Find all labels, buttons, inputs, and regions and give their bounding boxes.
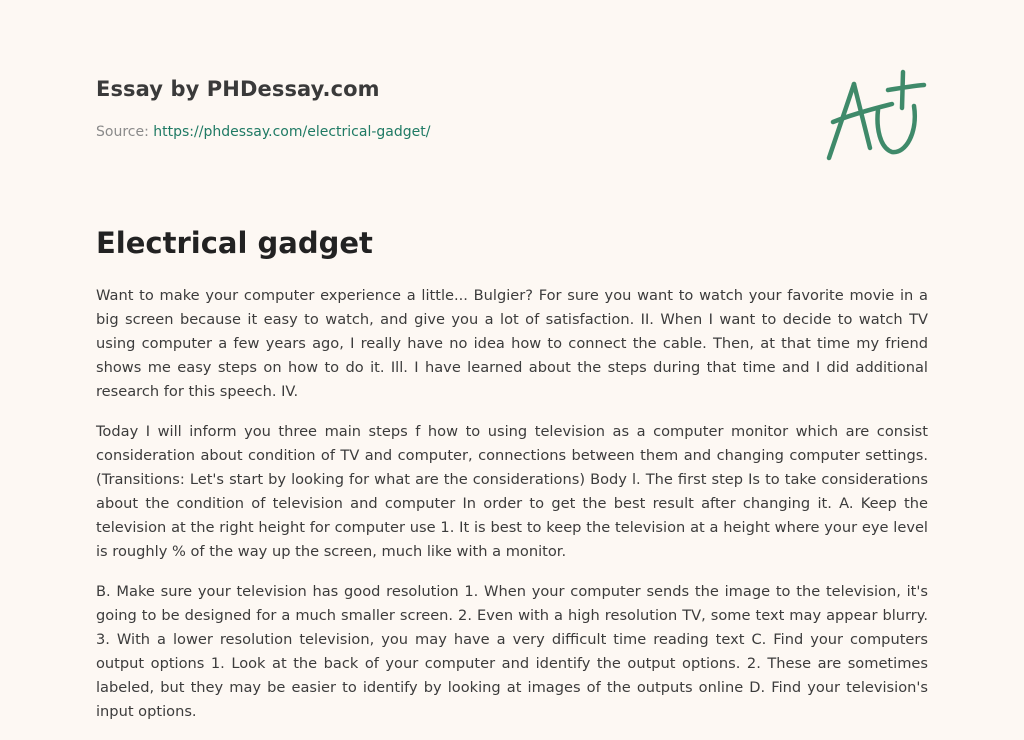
essay-paragraph: Want to make your computer experience a little... Bulgier? For sure you want to watch your favorite movie in a big screen because it easy to watch, and give you a lot of satisfaction. II. When I want to decide to watch TV using computer a few years ago, I really have no idea how to connect the cable. Then, at that time my friend shows me easy steps on how to do it. Ill. I have learned about the steps during that time and I did additional research for this speech. IV. <box>96 287 928 400</box>
essay-paragraph: B. Make sure your television has good resolution 1. When your computer sends the image to the television, it's going to be designed for a much smaller screen. 2. Even with a high resolution TV, some text may appear blurry. 3. With a lower resolution television, you may have a very difficult time reading text C. Find your computers output options 1. Look at the back of your computer and identify the output options. 2. These are sometimes labeled, but they may be easier to identify by looking at images of the outputs online D. Find your television's input options. <box>96 583 928 720</box>
essay-body <box>96 284 928 740</box>
source-line <box>96 124 430 140</box>
site-brand: Essay by PHDessay.com <box>96 77 380 101</box>
source-link[interactable]: https://phdessay.com/electrical-gadget/ <box>153 124 431 140</box>
essay-title: Electrical gadget <box>96 226 373 260</box>
essay-paragraph: Today I will inform you three main steps f how to using television as a computer monitor which are consist consideration about condition of TV and computer, connections between them and changing computer settings. (Transitions: Let's start by looking for what are the considerations) Body l. The first step Is to take considerations about the condition of television and computer In order to get the best result after changing it. A. Keep the television at the right height for computer use 1. It is best to keep the television at a height where your eye level is roughly % of the way up the screen, much like with a monitor. <box>96 423 928 560</box>
a-plus-grade-icon <box>820 68 930 166</box>
source-label: Source: <box>96 124 154 140</box>
